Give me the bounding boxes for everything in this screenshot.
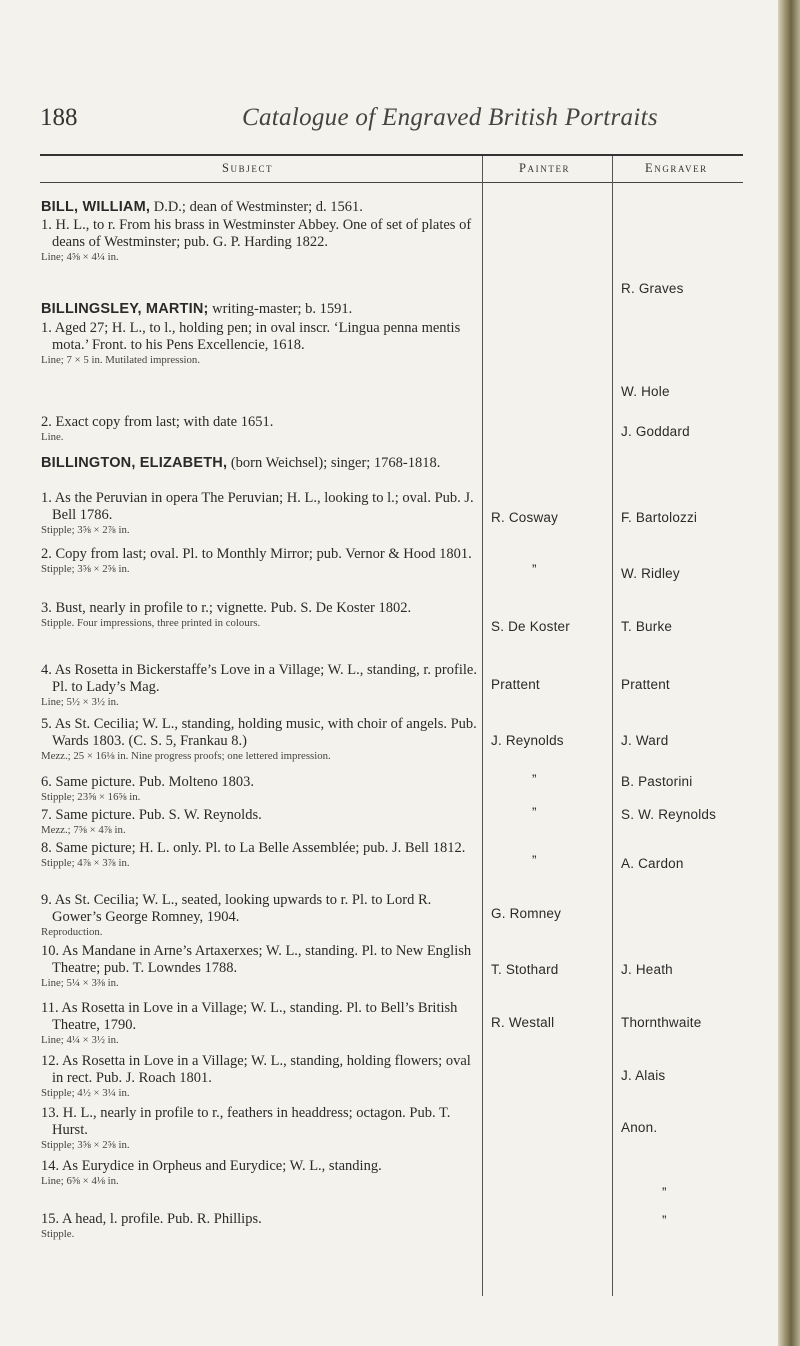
entry-note: Stipple. (41, 1228, 75, 1241)
entry-text: 1. As the Peruvian in opera The Peruvian; H. L., looking to l.; oval. Pub. J. Bell 1786. (41, 490, 474, 524)
entry-text: 14. As Eurydice in Orpheus and Eurydice; W. L., standing. (41, 1158, 382, 1174)
catalogue-entry (41, 1158, 479, 1188)
entry-note: Mezz.; 7⅝ × 4⅞ in. (41, 824, 126, 837)
catalogue-entry (41, 1211, 479, 1241)
engraver-cell: J. Alais (621, 1068, 666, 1083)
entry-text: 1. Aged 27; H. L., to l., holding pen; in oval inscr. ‘Lingua penna mentis mota.’ Front. to his Pens Excellencie, 1618. (41, 320, 461, 354)
engraver-cell: ” (662, 1185, 667, 1200)
entry-note: Line; 7 × 5 in. Mutilated impression. (41, 354, 201, 367)
catalogue-entry (41, 807, 479, 837)
painter-cell: R. Cosway (491, 510, 559, 525)
entry-note: Line; 5¼ × 3⅜ in. (41, 977, 119, 990)
engraver-cell: A. Cardon (621, 856, 684, 871)
engraver-cell: J. Ward (621, 733, 669, 748)
sitter-heading (41, 199, 479, 216)
sitter-name: BILL, WILLIAM, (41, 199, 151, 215)
catalogue-entry (41, 600, 479, 630)
catalogue-entry (41, 662, 479, 709)
table-header-rule (40, 182, 743, 183)
column-divider (482, 156, 483, 1296)
engraver-cell: Thornthwaite (621, 1015, 702, 1030)
sitter-name: BILLINGSLEY, MARTIN; (41, 301, 209, 317)
catalogue-entry (41, 1053, 479, 1100)
entry-note: Line; 4⅝ × 4¼ in. (41, 251, 119, 264)
page-number: 188 (40, 104, 78, 131)
engraver-cell: F. Bartolozzi (621, 510, 698, 525)
entry-text: 12. As Rosetta in Love in a Village; W. L., standing, holding flowers; oval in rect. Pub. J. Roach 1801. (41, 1053, 471, 1087)
entry-note: Reproduction. (41, 926, 103, 939)
painter-cell: S. De Koster (491, 619, 570, 634)
column-divider (612, 156, 613, 1296)
entry-note: Line; 5½ × 3½ in. (41, 696, 119, 709)
engraver-cell: Anon. (621, 1120, 658, 1135)
painter-cell: ” (532, 562, 537, 577)
running-title: Catalogue of Engraved British Portraits (242, 104, 658, 131)
catalogue-entry (41, 840, 479, 870)
catalogue-entry (41, 320, 479, 367)
page-header (0, 104, 760, 144)
column-header-subject: Subject (222, 161, 274, 175)
catalogue-entry (41, 490, 479, 537)
entry-note: Line; 4¼ × 3½ in. (41, 1034, 119, 1047)
entry-note: Stipple; 3⅝ × 2⅝ in. (41, 1139, 130, 1152)
sitter-description: writing-master; b. 1591. (208, 301, 353, 317)
column-header-engraver: Engraver (645, 161, 708, 175)
sitter-description: (born Weichsel); singer; 1768-1818. (227, 455, 441, 471)
catalogue-entry (41, 546, 479, 576)
engraver-cell: T. Burke (621, 619, 673, 634)
painter-cell: T. Stothard (491, 962, 559, 977)
entry-note: Stipple; 3⅝ × 2⅝ in. (41, 563, 130, 576)
painter-cell: Prattent (491, 677, 540, 692)
catalogue-entry (41, 716, 479, 763)
engraver-cell: Prattent (621, 677, 670, 692)
catalogue-entry (41, 943, 479, 990)
entry-note: Line. (41, 431, 64, 444)
entry-note: Stipple; 4⅞ × 3⅞ in. (41, 857, 130, 870)
entry-note: Stipple. Four impressions, three printed in colours. (41, 617, 261, 630)
engraver-cell: J. Heath (621, 962, 673, 977)
entry-note: Line; 6⅝ × 4⅛ in. (41, 1175, 119, 1188)
sitter-heading (41, 301, 479, 318)
entry-note: Mezz.; 25 × 16⅛ in. Nine progress proofs; one lettered impression. (41, 750, 331, 763)
entry-text: 8. Same picture; H. L. only. Pl. to La Belle Assemblée; pub. J. Bell 1812. (41, 840, 466, 856)
painter-cell: J. Reynolds (491, 733, 564, 748)
sitter-name: BILLINGTON, ELIZABETH, (41, 455, 228, 471)
entry-text: 7. Same picture. Pub. S. W. Reynolds. (41, 807, 262, 823)
painter-cell: ” (532, 772, 537, 787)
entry-note: Stipple; 23⅝ × 16⅝ in. (41, 791, 141, 804)
column-header-painter: Painter (519, 161, 571, 175)
sitter-heading (41, 455, 479, 472)
entry-text: 9. As St. Cecilia; W. L., seated, looking upwards to r. Pl. to Lord R. Gower’s George Romney, 1904. (41, 892, 432, 926)
engraver-cell: B. Pastorini (621, 774, 693, 789)
catalogue-entry (41, 217, 479, 264)
entry-text: 5. As St. Cecilia; W. L., standing, holding music, with choir of angels. Pub. Wards 1803. (C. S. 5, Frankau 8.) (41, 716, 477, 750)
entry-text: 10. As Mandane in Arne’s Artaxerxes; W. L., standing. Pl. to New English Theatre; pub. T. Lowndes 1788. (41, 943, 472, 977)
engraver-cell: R. Graves (621, 281, 684, 296)
entry-text: 11. As Rosetta in Love in a Village; W. L., standing. Pl. to Bell’s British Theatre, 1790. (41, 1000, 458, 1034)
catalogue-entry (41, 892, 479, 939)
painter-cell: ” (532, 853, 537, 868)
sitter-description: D.D.; dean of Westminster; d. 1561. (150, 199, 363, 215)
painter-cell: R. Westall (491, 1015, 555, 1030)
catalogue-entry (41, 414, 479, 444)
catalogue-entry (41, 1000, 479, 1047)
page-edge-shadow (778, 0, 800, 1346)
engraver-cell: W. Ridley (621, 566, 680, 581)
entry-text: 4. As Rosetta in Bickerstaffe’s Love in a Village; W. L., standing, r. profile. Pl. to Lady’s Mag. (41, 662, 477, 696)
engraver-cell: ” (662, 1213, 667, 1228)
entry-text: 15. A head, l. profile. Pub. R. Phillips. (41, 1211, 262, 1227)
entry-text: 3. Bust, nearly in profile to r.; vignette. Pub. S. De Koster 1802. (41, 600, 412, 616)
engraver-cell: W. Hole (621, 384, 670, 399)
entry-text: 2. Copy from last; oval. Pl. to Monthly Mirror; pub. Vernor & Hood 1801. (41, 546, 472, 562)
engraver-cell: S. W. Reynolds (621, 807, 717, 822)
catalogue-entry (41, 1105, 479, 1152)
entry-text: 13. H. L., nearly in profile to r., feathers in headdress; octagon. Pub. T. Hurst. (41, 1105, 451, 1139)
entry-text: 1. H. L., to r. From his brass in Westminster Abbey. One of set of plates of deans of Westminster; pub. G. P. Harding 1822. (41, 217, 472, 251)
entry-note: Stipple; 3⅝ × 2⅞ in. (41, 524, 130, 537)
entry-note: Stipple; 4½ × 3¼ in. (41, 1087, 130, 1100)
painter-cell: G. Romney (491, 906, 562, 921)
entry-text: 2. Exact copy from last; with date 1651. (41, 414, 274, 430)
engraver-cell: J. Goddard (621, 424, 690, 439)
table-top-rule (40, 154, 743, 156)
painter-cell: ” (532, 805, 537, 820)
catalogue-entry (41, 774, 479, 804)
entry-text: 6. Same picture. Pub. Molteno 1803. (41, 774, 255, 790)
